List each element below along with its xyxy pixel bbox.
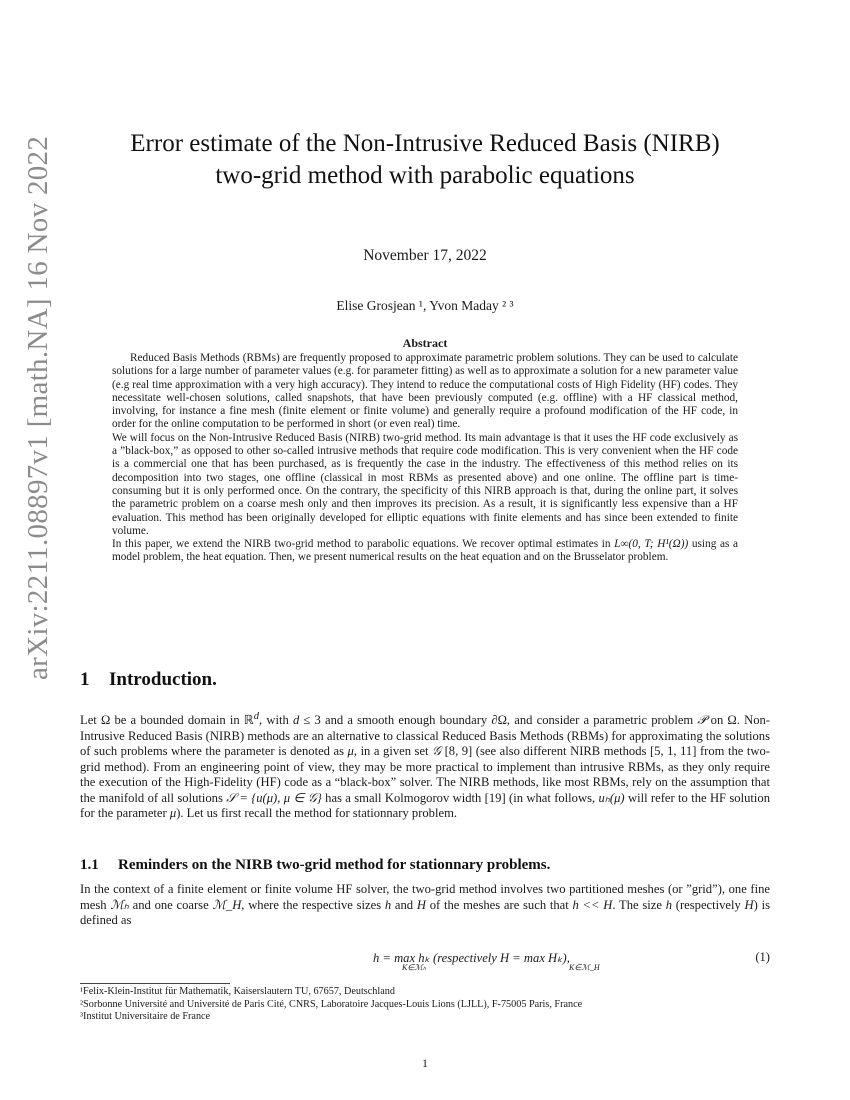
- para11-text-6: . The size: [612, 897, 666, 912]
- intro-math-S: 𝒮 = {u(μ), μ ∈ 𝒢}: [226, 790, 322, 805]
- section-1-1-title: Reminders on the NIRB two-grid method for stationnary problems.: [118, 857, 551, 873]
- equation-1-subscript-1: K∈ℳₕ: [402, 963, 427, 972]
- footnote-3: ³Institut Universitaire de France: [80, 1011, 211, 1022]
- para11-math-5: h << H: [572, 897, 613, 912]
- abstract-p3-text-a: In this paper, we extend the NIRB two-grid method to parabolic equations. We recover optimal estimates in: [112, 538, 615, 551]
- intro-math-P: 𝒫: [697, 713, 707, 728]
- para11-math-1: ℳₕ: [110, 897, 129, 912]
- para11-math-3: h: [384, 897, 392, 912]
- para11-math-6: h: [665, 897, 673, 912]
- paper-title: [80, 128, 770, 192]
- abstract-body: [112, 352, 738, 565]
- arxiv-sidebar-stamp: [22, 135, 62, 720]
- intro-math-d: d: [292, 713, 300, 728]
- intro-math-mu-2: μ: [169, 806, 177, 821]
- page-number: 1: [422, 1056, 428, 1070]
- abstract-paragraph-3: [112, 538, 738, 565]
- abstract-p3-math: L∞(0, T; H¹(Ω)): [614, 538, 689, 551]
- para11-math-4: H: [416, 897, 426, 912]
- intro-paragraph: [80, 709, 770, 822]
- para11-text-5: of the meshes are such that: [425, 897, 573, 912]
- para11-text-3: , where the respective sizes: [241, 897, 385, 912]
- intro-text-7: has a small Kolmogorov width [19] (in what follows,: [321, 790, 599, 805]
- footnotes: [80, 986, 770, 1024]
- para11-text-8: ) is defined as: [80, 897, 770, 927]
- intro-text-1: Let Ω be a bounded domain in ℝ: [80, 713, 254, 728]
- intro-text-5: , in a given set: [353, 744, 433, 759]
- section-1-1-heading: [80, 857, 550, 874]
- equation-1-subscript-2: K∈ℳ_H: [569, 963, 600, 972]
- section-1-1-paragraph: [80, 882, 770, 929]
- footnote-2: ²Sorbonne Université and Université de Paris Cité, CNRS, Laboratoire Jacques-Louis Lions (LJLL), F-75005 Paris, France: [80, 998, 583, 1010]
- intro-text-2: , with: [259, 713, 293, 728]
- section-1-1-number: 1.1: [80, 857, 99, 873]
- intro-math-G: 𝒢: [432, 744, 442, 759]
- intro-math-uh: uₕ(μ): [598, 790, 625, 805]
- section-1-title: Introduction.: [109, 669, 217, 690]
- paper-authors: Elise Grosjean ¹, Yvon Maday ² ³: [336, 298, 514, 313]
- paper-date: November 17, 2022: [363, 247, 487, 264]
- para11-math-2: ℳ_H: [212, 897, 242, 912]
- para11-text-4: and: [391, 897, 417, 912]
- footnote-rule: [80, 983, 230, 984]
- title-line-2: two-grid method with parabolic equations: [215, 162, 635, 189]
- intro-text-4: on Ω. Non-Intrusive Reduced Basis (NIRB) methods are an alternative to classical Reduced Basis Methods (RBMs) for approximating the solutions of such problems where the parameter is denoted as: [80, 713, 770, 759]
- section-1-number: 1: [80, 669, 90, 690]
- para11-text-7: (respectively: [672, 897, 745, 912]
- intro-text-9: ). Let us first recall the method for stationnary problem.: [176, 806, 458, 821]
- abstract-paragraph-1: Reduced Basis Methods (RBMs) are frequently proposed to approximate parametric problem solutions. They can be used to calculate solutions for a large number of parameter values (e.g. for parameter fitting) as well as to approximate a solution for a new parameter value (e.g real time approximation with a very high accuracy). They intend to reduce the computational costs of High Fidelity (HF) codes. They necessitate well-chosen solutions, called snapshots, that have been previously computed (e.g. offline) with a HF classical method, involving, for instance a fine mesh (finite element or finite volume) and generally require a profound modification of the HF code, in order for the online computation to be performed in short (or even real) time.: [112, 352, 738, 431]
- equation-1: [80, 950, 770, 974]
- arxiv-id: arXiv:2211.08897v1 [math.NA] 16 Nov 2022: [22, 135, 54, 680]
- para11-text-2: and one coarse: [128, 897, 213, 912]
- intro-sup-d: d: [253, 711, 260, 722]
- title-line-1: Error estimate of the Non-Intrusive Reduced Basis (NIRB): [130, 130, 720, 157]
- intro-math-mu: μ: [347, 744, 354, 759]
- abstract-paragraph-2: We will focus on the Non-Intrusive Reduced Basis (NIRB) two-grid method. Its main advantage is that it uses the HF code exclusively as a ”black-box,” as opposed to other so-called intrusive methods that require code modification. This is very convenient when the HF code is a commercial one that has been purchased, as is frequently the case in the industry. The effectiveness of this method relies on its decomposition into two stages, one offline (classical in most RBMs as presented above) and one online. The offline part is time-consuming but it is only performed once. On the contrary, the specificity of this NIRB approach is that, during the online part, it solves the parametric problem on a coarse mesh only and then improves its precision. As a result, it is significantly less expensive than a HF evaluation. This method has been originally developed for elliptic equations with finite elements and has since been extended to finite volume.: [112, 431, 738, 537]
- abstract-heading: Abstract: [402, 336, 448, 350]
- abstract-p3-text-b: using as a model problem, the heat equation. Then, we present numerical results on the heat equation and on the Brusselator problem.: [112, 538, 738, 564]
- equation-1-body: h = max hₖ (respectively H = max Hₖ),: [373, 951, 570, 965]
- equation-1-number: (1): [755, 950, 770, 964]
- intro-text-8: will refer to the HF solution for the parameter: [80, 790, 770, 821]
- para11-math-7: H: [744, 897, 754, 912]
- footnote-1: ¹Felix-Klein-Institut für Mathematik, Kaiserslautern TU, 67657, Deutschland: [80, 986, 395, 997]
- section-1-heading: [80, 669, 217, 691]
- intro-text-3: ≤ 3 and a smooth enough boundary ∂Ω, and consider a parametric problem: [299, 713, 698, 728]
- intro-text-6: [8, 9] (see also different NIRB methods [5, 1, 11] from the two-grid method). From an engineering point of view, they may be more practical to implement than intrusive RBMs, as they only require the execution of the High-Fidelity (HF) code as a “black-box” solver. The NIRB methods, like most RBMs, rely on the assumption that the manifold of all solutions: [80, 744, 770, 805]
- para11-text-1: In the context of a finite element or finite volume HF solver, the two-grid method involves two partitioned meshes (or ”grid”), one fine mesh: [80, 882, 770, 912]
